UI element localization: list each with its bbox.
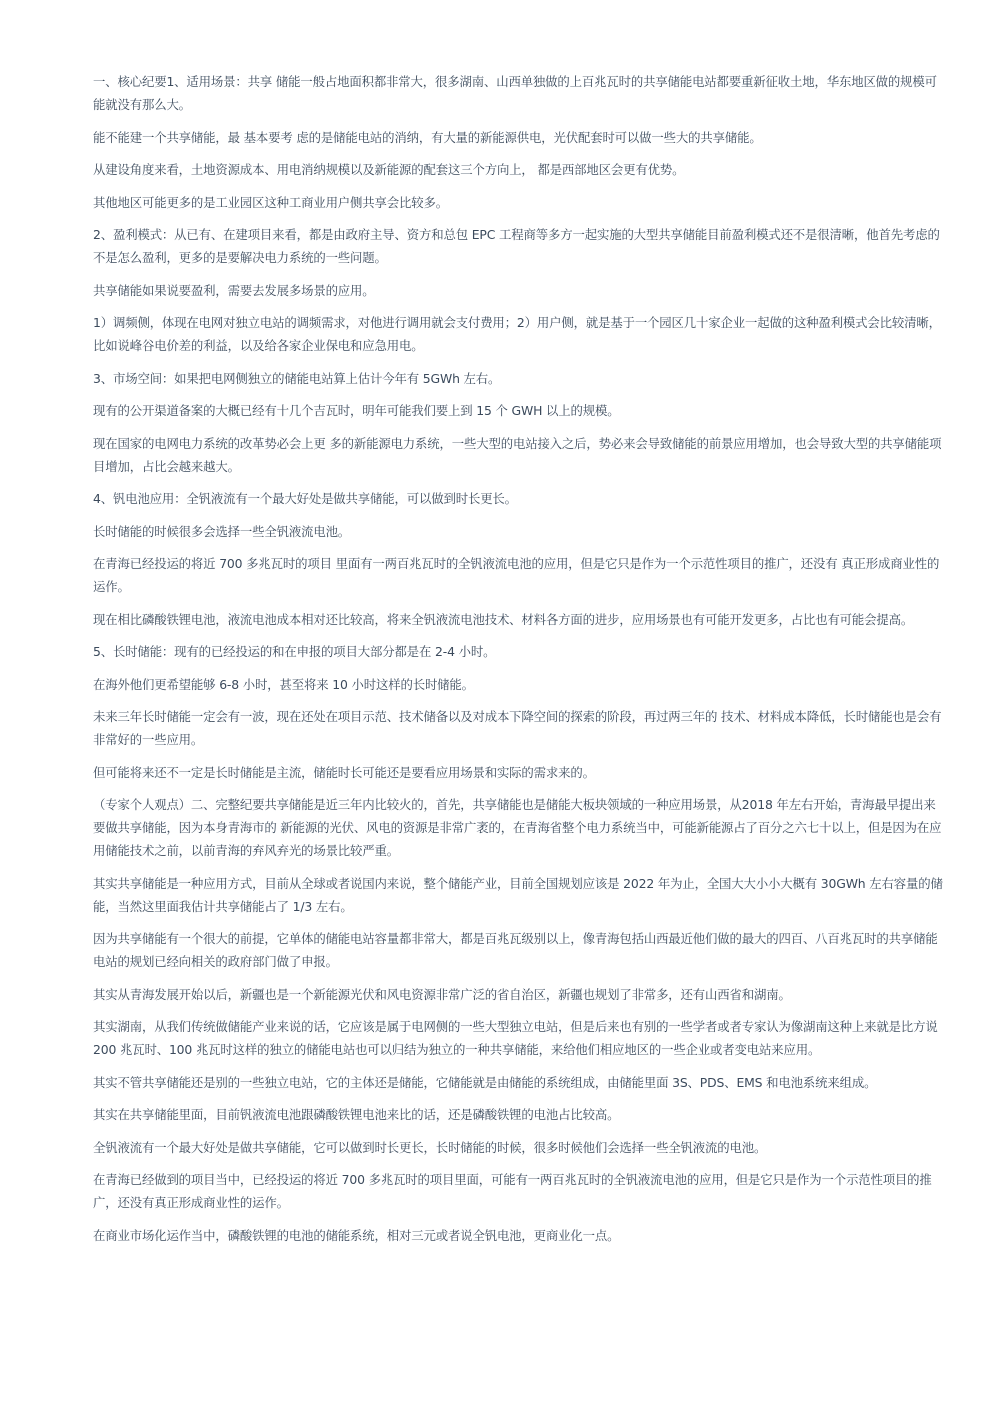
paragraph: 从建设角度来看，土地资源成本、用电消纳规模以及新能源的配套这三个方向上， 都是西部地区会更有优势。 bbox=[93, 162, 685, 177]
paragraph: 在海外他们更希望能够 6-8 小时，甚至将来 10 小时这样的长时储能。 bbox=[93, 676, 474, 692]
paragraph: 2、盈利模式：从已有、在建项目来看，都是由政府主导、资方和总包 EPC 工程商等多方一起实施的大型共享储能目前盈利模式还不是很清晰，他首先考虑的不是怎么盈利，更多的是要解决电力系统的一些问题。 bbox=[93, 227, 940, 265]
paragraph: 共享储能如果说要盈利，需要去发展多场景的应用。 bbox=[93, 282, 375, 298]
paragraph: 5、长时储能：现有的已经投运的和在申报的项目大部分都是在 2-4 小时。 bbox=[93, 644, 496, 659]
paragraph: （专家个人观点）二、完整纪要共享储能是近三年内比较火的，首先，共享储能也是储能大板块领域的一种应用场景，从2018 年左右开始，青海最早提出来要做共享储能，因为本身青海市的 新能源的光伏、风电的资源是非常广袤的，在青海省整个电力系统当中，可能新能源占了百分之六七十以上，但是因为在应用储能技术之前，以前青海的弃风弃光的场景比较严重。 bbox=[93, 797, 942, 858]
paragraph: 长时储能的时候很多会选择一些全钒液流电池。 bbox=[93, 523, 351, 539]
paragraph: 能不能建一个共享储能，最 基本要考 虑的是储能电站的消纳，有大量的新能源供电，光伏配套时可以做一些大的共享储能。 bbox=[93, 129, 762, 145]
paragraph: 其实湖南，从我们传统做储能产业来说的话，它应该是属于电网侧的一些大型独立电站，但是后来也有别的一些学者或者专家认为像湖南这种上来就是比方说 200 兆瓦时、100 兆瓦时这样的独立的储能电站也可以归结为独立的一种共享储能，来给他们相应地区的一些企业或者变电站来应用。 bbox=[93, 1019, 938, 1057]
paragraph: 因为共享储能有一个很大的前提，它单体的储能电站容量都非常大，都是百兆瓦级别以上，像青海包括山西最近他们做的最大的四百、八百兆瓦时的共享储能电站的规划已经向相关的政府部门做了申报。 bbox=[93, 931, 938, 969]
paragraph: 3、市场空间：如果把电网侧独立的储能电站算上估计今年有 5GWh 左右。 bbox=[93, 370, 501, 386]
paragraph: 在青海已经投运的将近 700 多兆瓦时的项目 里面有一两百兆瓦时的全钒液流电池的应用，但是它只是作为一个示范性项目的推广，还没有 真正形成商业性的运作。 bbox=[93, 556, 940, 594]
paragraph: 其实从青海发展开始以后，新疆也是一个新能源光伏和风电资源非常广泛的省自治区，新疆也规划了非常多，还有山西省和湖南。 bbox=[93, 986, 791, 1002]
paragraph: 未来三年长时储能一定会有一波，现在还处在项目示范、技术储备以及对成本下降空间的探索的阶段，再过两三年的 技术、材料成本降低，长时储能也是会有非常好的一些应用。 bbox=[93, 709, 942, 747]
paragraph: 1）调频侧，体现在电网对独立电站的调频需求，对他进行调用就会支付费用；2）用户侧，就是基于一个园区几十家企业一起做的这种盈利模式会比较清晰，比如说峰谷电价差的利益，以及给各家企业保电和应急用电。 bbox=[93, 315, 941, 353]
paragraph: 现在国家的电网电力系统的改革势必会上更 多的新能源电力系统，一些大型的电站接入之后，势必来会导致储能的前景应用增加，也会导致大型的共享储能项目增加，占比会越来越大。 bbox=[93, 435, 942, 474]
paragraph: 在青海已经做到的项目当中，已经投运的将近 700 多兆瓦时的项目里面，可能有一两百兆瓦时的全钒液流电池的应用，但是它只是作为一个示范性项目的推广，还没有真正形成商业性的运作。 bbox=[93, 1172, 932, 1210]
paragraph: 但可能将来还不一定是长时储能是主流，储能时长可能还是要看应用场景和实际的需求来的。 bbox=[93, 764, 595, 780]
paragraph: 其实共享储能是一种应用方式，目前从全球或者说国内来说，整个储能产业，目前全国规划应该是 2022 年为止，全国大大小小大概有 30GWh 左右容量的储能，当然这里面我估计共享储能占了 1/3 左右。 bbox=[93, 875, 943, 914]
paragraph: 现有的公开渠道备案的大概已经有十几个吉瓦时，明年可能我们要上到 15 个 GWH 以上的规模。 bbox=[93, 403, 620, 418]
paragraph: 4、钒电池应用：全钒液流有一个最大好处是做共享储能，可以做到时长更长。 bbox=[93, 491, 517, 506]
paragraph: 其实在共享储能里面，目前钒液流电池跟磷酸铁锂电池来比的话，还是磷酸铁锂的电池占比较高。 bbox=[93, 1107, 620, 1122]
paragraph: 其他地区可能更多的是工业园区这种工商业用户侧共享会比较多。 bbox=[93, 194, 448, 210]
document-body bbox=[93, 70, 943, 1256]
paragraph: 在商业市场化运作当中，磷酸铁锂的电池的储能系统，相对三元或者说全钒电池，更商业化一点。 bbox=[93, 1227, 620, 1243]
paragraph: 全钒液流有一个最大好处是做共享储能，它可以做到时长更长，长时储能的时候，很多时候他们会选择一些全钒液流的电池。 bbox=[93, 1139, 767, 1155]
paragraph: 一、核心纪要1、适用场景：共享 储能一般占地面积都非常大，很多湖南、山西单独做的上百兆瓦时的共享储能电站都要重新征收土地，华东地区做的规模可能就没有那么大。 bbox=[93, 74, 937, 112]
paragraph: 现在相比磷酸铁锂电池，液流电池成本相对还比较高，将来全钒液流电池技术、材料各方面的进步，应用场景也有可能开发更多，占比也有可能会提高。 bbox=[93, 611, 914, 627]
paragraph: 其实不管共享储能还是别的一些独立电站，它的主体还是储能，它储能就是由储能的系统组成，由储能里面 3S、PDS、EMS 和电池系统来组成。 bbox=[93, 1074, 877, 1090]
